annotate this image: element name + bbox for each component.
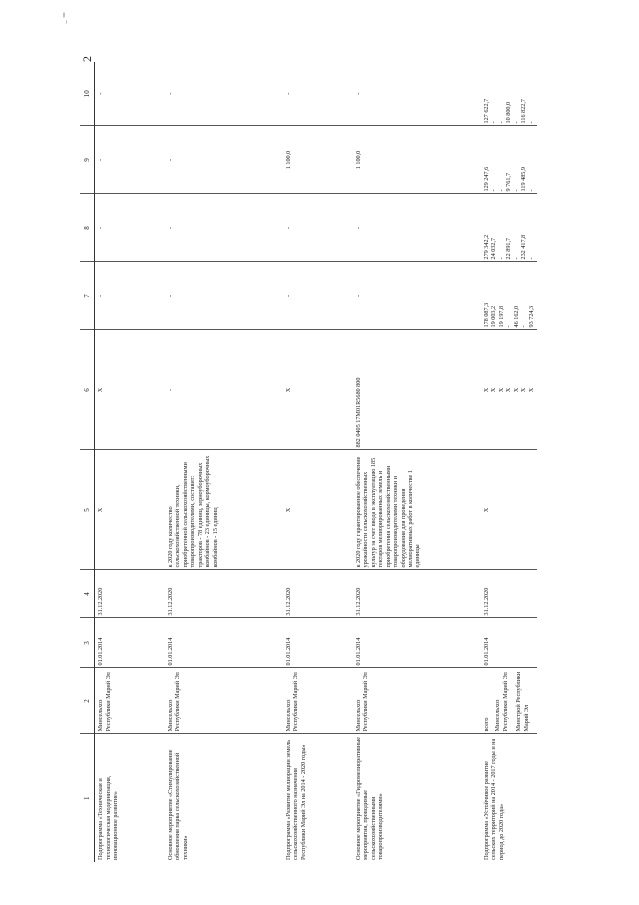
cell-value: 1 100,0 [353, 126, 481, 194]
line-value: - [527, 189, 535, 192]
cell-executor: Минсельхоз Республики Марий Эл [353, 668, 481, 734]
line-value: 19 197,8 [497, 305, 505, 328]
column-header: 7 [80, 262, 95, 330]
cell-value: - [165, 194, 283, 262]
cell-name: Подпрограмма «Техническая и технологическая модернизация, инновационное развитие» [95, 734, 165, 862]
column-header: 3 [80, 618, 95, 668]
cell-name: Основное мероприятие «Гидромелиоративные мероприятия, проводимые сельскохозяйственными товаропроизводителями» [353, 734, 481, 862]
line-value: - [512, 257, 520, 260]
line-value: 178 087,3 [482, 302, 490, 328]
cell-name: Подпрограмма «Устойчивое развитие сельских территорий на 2014 - 2017 годы и на период до 2020 года» [481, 734, 537, 862]
line-code: Х [505, 387, 513, 393]
line-value: 119 485,9 [520, 166, 528, 192]
line-value: - [527, 121, 535, 124]
cell-end-date: 31.12.2020 [283, 570, 353, 618]
column-header: 10 [80, 62, 95, 126]
cell-value: - [165, 262, 283, 330]
line-code: Х [482, 387, 490, 393]
cell-executor: Минсельхоз Республики Марий Эл [283, 668, 353, 734]
cell-executor: Минсельхоз Республики Марий Эл [95, 668, 165, 734]
cell-start-date: 01.01.2014 [165, 618, 283, 668]
line-value: - [520, 325, 528, 328]
page-number: 2 [80, 56, 94, 62]
cell-value: - [166, 92, 174, 95]
line-value: 46 162,0 [512, 305, 520, 328]
line-value: 22 891,7 [505, 237, 513, 260]
cell-value-list [481, 126, 537, 194]
column-header: 5 [80, 450, 95, 570]
table-header-row [80, 62, 95, 862]
cell-executor: Минсельхоз Республики Марий Эл [165, 668, 283, 734]
line-code: Х [527, 387, 535, 393]
line-value: 129 247,6 [482, 166, 490, 192]
table-row [283, 62, 353, 862]
cell-result: Х [95, 450, 165, 570]
cell-value-list [481, 262, 537, 330]
cell-code: Х [95, 330, 165, 450]
table-row [165, 62, 283, 862]
cell-start-date: 01.01.2014 [283, 618, 353, 668]
line-value: 19 003,2 [490, 305, 498, 328]
cell-result: к 2020 году количество сельскохозяйственной техники, приобретенной сельскохозяйственными товаропроизводителями, составит: тракторов - 78 единиц, зерноуборочных комбайнов - 23 единицы, кормоуборочных комбайнов - 15 единиц [165, 450, 283, 570]
line-value: 232 417,8 [520, 234, 528, 260]
line-value: 116 822,7 [520, 98, 528, 124]
column-header: 1 [80, 734, 95, 862]
column-header: 2 [80, 668, 95, 734]
cell-start-date: 01.01.2014 [481, 618, 537, 668]
line-value: - [512, 189, 520, 192]
line-code: Х [512, 387, 520, 393]
line-value: - [505, 325, 513, 328]
executor-minselkhoz: Минсельхоз Республики Марий Эл [494, 672, 509, 732]
table-row-rural-development [481, 62, 537, 862]
line-code: Х [490, 387, 498, 393]
line-value: 9 761,7 [505, 172, 513, 192]
executor-all: всего [482, 717, 490, 732]
executor-minstroy: Минстрой Республики Марий Эл [515, 671, 530, 732]
cell-end-date: 31.12.2020 [95, 570, 165, 618]
line-code: Х [497, 387, 505, 393]
cell-value-list [481, 194, 537, 262]
cell-value: - [95, 262, 165, 330]
cell-start-date: 01.01.2014 [95, 618, 165, 668]
cell-code: 882 0405 17М01R5680 800 [353, 330, 481, 450]
cell-code-list [481, 330, 537, 450]
rotated-table-area [80, 62, 620, 862]
line-value: - [497, 121, 505, 124]
cell-value: - [283, 194, 353, 262]
cell-value: - [284, 92, 292, 95]
scan-mark [66, 20, 67, 24]
cell-code: - [165, 330, 283, 450]
cell-value: - [283, 262, 353, 330]
column-header: 8 [80, 194, 95, 262]
line-value: - [497, 189, 505, 192]
cell-result: к 2020 году гарантированное обеспечение урожайности сельскохозяйственных культур за счет ввода в эксплуатацию 185 гектаров мелиорированных земель и приобретения сельскохозяйственными товаропроизводителями техники и оборудования для проведения мелиоративных работ в количестве 1 единицы [353, 450, 481, 570]
line-value: 279 342,2 [482, 234, 490, 260]
line-value: 93 724,3 [527, 305, 535, 328]
line-code: Х [520, 387, 528, 393]
line-value: - [490, 189, 498, 192]
cell-value: - [165, 126, 283, 194]
line-value: 127 622,7 [482, 98, 490, 124]
cell-end-date: 31.12.2020 [353, 570, 481, 618]
cell-start-date: 01.01.2014 [353, 618, 481, 668]
cell-value: - [353, 262, 481, 330]
cell-value: - [97, 92, 105, 95]
line-value: 24 032,7 [490, 237, 498, 260]
column-header: 9 [80, 126, 95, 194]
line-value: - [497, 257, 505, 260]
table-row [95, 62, 165, 862]
cell-value: - [353, 194, 481, 262]
cell-end-date: 31.12.2020 [481, 570, 537, 618]
cell-value: - [354, 92, 362, 95]
line-value: 10 800,0 [505, 101, 513, 124]
scan-mark [63, 12, 65, 18]
cell-value: - [95, 194, 165, 262]
line-value: - [490, 121, 498, 124]
column-header: 6 [80, 330, 95, 450]
cell-result: Х [283, 450, 353, 570]
cell-executor [481, 668, 537, 734]
cell-code: Х [283, 330, 353, 450]
cell-name: Подпрограмма «Развитие мелиорации земель сельскохозяйственного назначения Республики Марий Эл на 2014 - 2020 годы» [283, 734, 353, 862]
cell-value-list [481, 62, 537, 126]
column-header: 4 [80, 570, 95, 618]
cell-value: - [95, 126, 165, 194]
table-row [353, 62, 481, 862]
line-value: - [512, 121, 520, 124]
program-table [80, 62, 537, 862]
cell-name: Основное мероприятие «Стимулирование обновления парка сельскохозяйственной техники» [165, 734, 283, 862]
cell-result: Х [481, 450, 537, 570]
line-value: - [527, 257, 535, 260]
cell-value: 1 100,0 [283, 126, 353, 194]
cell-end-date: 31.12.2020 [165, 570, 283, 618]
